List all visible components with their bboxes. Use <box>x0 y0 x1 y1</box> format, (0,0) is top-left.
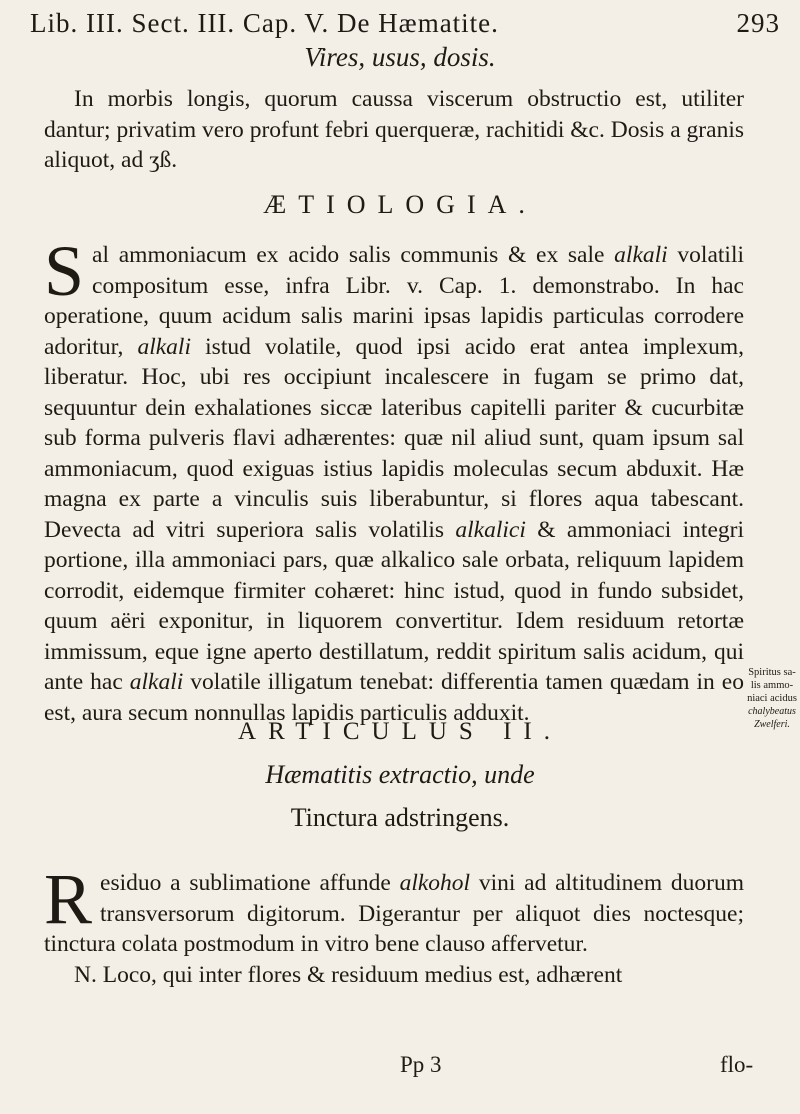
aetiologia-paragraph <box>44 231 745 728</box>
residuo-text-3: vini ad altitudinem duorum transversorum digitorum. Digerantur per aliquot dies noctesque; tinctura colata postmodum in vitro bene clauso affervetur. <box>44 870 744 957</box>
aetiologia-text-2: alkali <box>614 242 668 268</box>
intro-text: In morbis longis, quorum caussa viscerum obstructio est, utiliter dantur; privatim vero profunt febri querqueræ, rachitidi &c. Dosis a granis aliquot, ad ʒß. <box>44 86 744 173</box>
residuo-note: N. Loco, qui inter flores & residuum medius est, adhærent <box>74 961 623 988</box>
signature-mark: Pp 3 <box>400 1052 442 1077</box>
articulus-subtitle: Tinctura adstringens. <box>290 803 510 832</box>
margin-note-line: chalybeatus <box>748 706 796 717</box>
aetiologia-text-1: al ammoniacum ex acido salis communis & ex sale <box>92 242 615 268</box>
aetiologia-text-3: volatili compositum esse, infra Libr. v. Cap. 1. demonstrabo. In hac operatione, quum acidum salis marini ipsas lapidis particulas corrodere adoritur, <box>44 242 745 360</box>
margin-note-line: Zwelferi. <box>754 719 790 730</box>
page-number: 293 <box>736 8 780 38</box>
aetiologia-text-9: volatile illigatum tenebat: differentia tamen quædam in eo est, aura secum nonnullas lapidis particulis adduxit. <box>44 669 744 726</box>
aetiologia-text-7: & ammoniaci integri portione, illa ammoniaci pars, quæ alkalico sale orbata, reliquum lapidem corrodit, eidemque firmiter cohæret: hinc istud, quod in fundo subsidet, quum aëri exponitur, in liquorem convertitur. Idem residuum retortæ immissum, eque igne aperto destillatum, reddit spiritum salis acidum, qui ante hac <box>44 516 744 695</box>
margin-note-line: Spiritus sa- <box>748 667 796 678</box>
residuo-dropcap: R <box>44 859 93 939</box>
margin-note-line: niaci acidus <box>747 693 797 704</box>
aetiologia-text-8: alkali <box>129 669 184 695</box>
aetiologia-text-5: istud volatile, quod ipsi acido erat antea implexum, liberatur. Hoc, ubi res occipiunt incalescere in fugam se primo dat, sequuntur dein exhalationes siccæ lateribus capitelli pariter & cucurbitæ sub forma pulveris flavi adhærentes: quæ nil aliud sunt, quam ipsum sal ammoniacum, quod exiguas istius lapidis moleculas secum abduxit. Hæ magna ex parte a vinculis suis liberabuntur, si flores aqua tabescant. Devecta ad vitri superiora salis volatilis <box>44 333 744 543</box>
aetiologia-dropcap: S <box>44 231 85 311</box>
residuo-paragraph <box>44 859 744 990</box>
articulus-title: Hæmatitis extractio, unde <box>265 760 535 789</box>
aetiologia-text-6: alkalici <box>455 516 526 543</box>
catchword: flo- <box>720 1052 754 1077</box>
running-header <box>30 8 780 39</box>
margin-note-line: lis ammo- <box>750 680 794 691</box>
residuo-text-2: alkohol <box>399 870 471 896</box>
aetiologia-heading: ÆTIOLOGIA. <box>263 190 537 219</box>
running-head-title: Lib. III. Sect. III. Cap. V. De Hæmatite. <box>30 8 499 38</box>
residuo-text-1: esiduo a sublimatione affunde <box>100 870 400 896</box>
aetiologia-text-4: alkali <box>137 333 191 360</box>
section-subtitle: Vires, usus, dosis. <box>304 42 496 72</box>
intro-paragraph <box>44 84 744 176</box>
articulus-heading: ARTICULUS II. <box>238 718 562 745</box>
